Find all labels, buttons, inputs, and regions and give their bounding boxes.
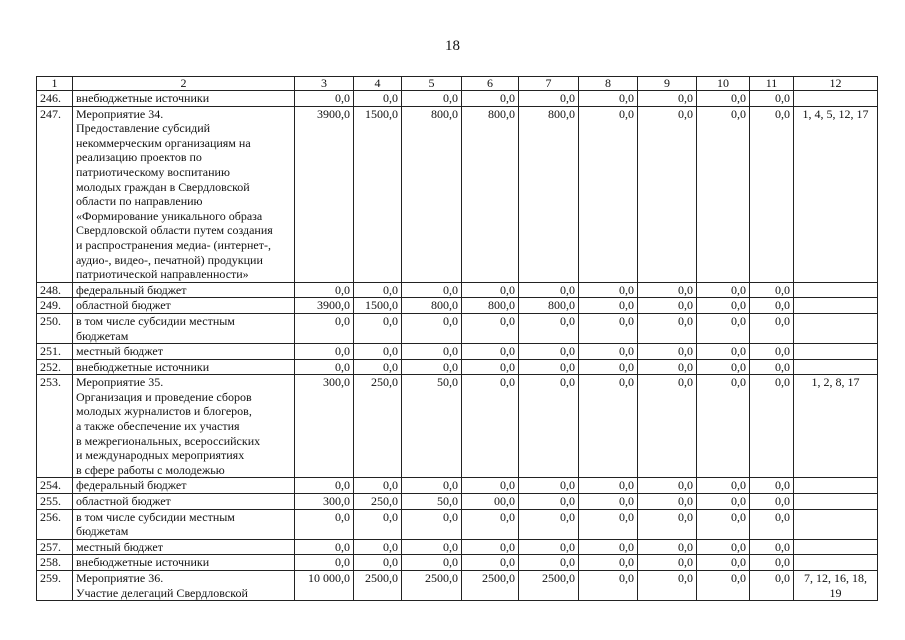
table-row	[37, 282, 878, 298]
value-cell: 0,0	[462, 509, 519, 539]
row-name-line: областной бюджет	[76, 494, 171, 509]
row-number: 246.	[37, 91, 73, 107]
value-cell: 0,0	[295, 555, 354, 571]
value-cell: 50,0	[402, 375, 462, 478]
value-cell: 0,0	[402, 539, 462, 555]
column-header: 3	[295, 77, 354, 91]
value-cell: 250,0	[354, 375, 402, 478]
table-row	[37, 539, 878, 555]
value-cell: 0,0	[579, 91, 638, 107]
value-cell: 0,0	[462, 359, 519, 375]
row-number: 247.	[37, 106, 73, 282]
value-cell: 0,0	[638, 494, 697, 510]
row-number: 259.	[37, 571, 73, 601]
value-cell: 0,0	[462, 344, 519, 360]
column-header: 4	[354, 77, 402, 91]
value-cell: 0,0	[697, 555, 750, 571]
row-name-line: молодых журналистов и блогеров,	[76, 404, 252, 419]
value-cell: 0,0	[697, 282, 750, 298]
value-cell: 0,0	[750, 359, 794, 375]
target-indicators-line: 19	[829, 585, 842, 600]
value-cell: 0,0	[519, 91, 579, 107]
value-cell: 0,0	[750, 375, 794, 478]
row-name-line: бюджетам	[76, 328, 129, 343]
value-cell: 800,0	[462, 106, 519, 282]
value-cell: 0,0	[638, 282, 697, 298]
value-cell: 0,0	[519, 555, 579, 571]
column-header: 11	[750, 77, 794, 91]
value-cell: 0,0	[697, 375, 750, 478]
row-name-line: в том числе субсидии местным	[76, 313, 235, 328]
table-row	[37, 494, 878, 510]
value-cell: 0,0	[402, 478, 462, 494]
row-number: 249.	[37, 298, 73, 314]
value-cell: 0,0	[402, 313, 462, 343]
value-cell: 0,0	[697, 106, 750, 282]
table-row	[37, 106, 878, 282]
row-number: 250.	[37, 313, 73, 343]
column-header: 5	[402, 77, 462, 91]
target-indicators-cell	[794, 359, 878, 375]
value-cell: 1500,0	[354, 106, 402, 282]
value-cell: 1500,0	[354, 298, 402, 314]
value-cell: 0,0	[295, 359, 354, 375]
row-number: 258.	[37, 555, 73, 571]
target-indicators-cell	[794, 539, 878, 555]
value-cell: 0,0	[750, 282, 794, 298]
target-indicators-cell	[794, 298, 878, 314]
value-cell: 2500,0	[354, 571, 402, 601]
row-name-line: местный бюджет	[76, 539, 163, 554]
value-cell: 0,0	[697, 571, 750, 601]
value-cell: 0,0	[295, 344, 354, 360]
value-cell: 0,0	[750, 298, 794, 314]
value-cell: 0,0	[638, 509, 697, 539]
value-cell: 0,0	[354, 555, 402, 571]
value-cell: 800,0	[519, 106, 579, 282]
value-cell: 0,0	[519, 509, 579, 539]
value-cell: 0,0	[638, 106, 697, 282]
target-indicators-cell	[794, 344, 878, 360]
table-row	[37, 509, 878, 539]
value-cell: 300,0	[295, 375, 354, 478]
value-cell: 0,0	[750, 555, 794, 571]
value-cell: 0,0	[750, 344, 794, 360]
value-cell: 800,0	[519, 298, 579, 314]
table-row	[37, 555, 878, 571]
row-name	[73, 91, 295, 107]
row-number: 254.	[37, 478, 73, 494]
value-cell: 0,0	[750, 571, 794, 601]
value-cell: 00,0	[462, 494, 519, 510]
value-cell: 0,0	[579, 571, 638, 601]
row-name	[73, 298, 295, 314]
value-cell: 0,0	[579, 313, 638, 343]
value-cell: 0,0	[697, 359, 750, 375]
value-cell: 0,0	[519, 375, 579, 478]
value-cell: 2500,0	[462, 571, 519, 601]
row-name	[73, 555, 295, 571]
value-cell: 0,0	[750, 478, 794, 494]
row-name	[73, 282, 295, 298]
column-header: 2	[73, 77, 295, 91]
table-row	[37, 359, 878, 375]
value-cell: 0,0	[402, 344, 462, 360]
row-name	[73, 344, 295, 360]
value-cell: 0,0	[579, 509, 638, 539]
page-number: 18	[445, 38, 460, 54]
value-cell: 0,0	[579, 359, 638, 375]
value-cell: 0,0	[697, 509, 750, 539]
value-cell: 0,0	[519, 313, 579, 343]
value-cell: 0,0	[462, 313, 519, 343]
value-cell: 0,0	[354, 91, 402, 107]
target-indicators-cell	[794, 555, 878, 571]
row-number: 251.	[37, 344, 73, 360]
table-row	[37, 375, 878, 478]
value-cell: 0,0	[638, 359, 697, 375]
table-row	[37, 91, 878, 107]
value-cell: 0,0	[402, 359, 462, 375]
value-cell: 0,0	[295, 539, 354, 555]
value-cell: 0,0	[519, 494, 579, 510]
value-cell: 0,0	[402, 91, 462, 107]
value-cell: 0,0	[354, 359, 402, 375]
value-cell: 0,0	[354, 282, 402, 298]
value-cell: 0,0	[638, 478, 697, 494]
row-name-line: реализацию проектов по	[76, 150, 202, 165]
value-cell: 0,0	[579, 106, 638, 282]
column-header: 8	[579, 77, 638, 91]
value-cell: 0,0	[750, 494, 794, 510]
value-cell: 0,0	[579, 478, 638, 494]
value-cell: 0,0	[462, 375, 519, 478]
row-name-line: федеральный бюджет	[76, 282, 187, 297]
value-cell: 800,0	[462, 298, 519, 314]
value-cell: 0,0	[750, 313, 794, 343]
row-name-line: областной бюджет	[76, 298, 171, 313]
value-cell: 0,0	[697, 298, 750, 314]
column-header: 12	[794, 77, 878, 91]
target-indicators-line: 7, 12, 16, 18,	[804, 571, 867, 585]
value-cell: 0,0	[579, 539, 638, 555]
value-cell: 800,0	[402, 106, 462, 282]
row-name	[73, 359, 295, 375]
value-cell: 0,0	[750, 91, 794, 107]
row-name-line: в том числе субсидии местным	[76, 509, 235, 524]
value-cell: 0,0	[697, 313, 750, 343]
target-indicators-cell	[794, 509, 878, 539]
row-name-line: в межрегиональных, всероссийских	[76, 433, 261, 448]
value-cell: 0,0	[579, 298, 638, 314]
value-cell: 0,0	[462, 91, 519, 107]
value-cell: 0,0	[579, 494, 638, 510]
value-cell: 250,0	[354, 494, 402, 510]
value-cell: 0,0	[638, 91, 697, 107]
value-cell: 0,0	[697, 91, 750, 107]
value-cell: 0,0	[402, 509, 462, 539]
row-name-line: внебюджетные источники	[76, 91, 210, 105]
row-name	[73, 313, 295, 343]
value-cell: 0,0	[638, 555, 697, 571]
value-cell: 0,0	[402, 555, 462, 571]
row-name-line: бюджетам	[76, 524, 129, 539]
value-cell: 0,0	[295, 313, 354, 343]
value-cell: 0,0	[750, 106, 794, 282]
column-header: 7	[519, 77, 579, 91]
value-cell: 0,0	[519, 539, 579, 555]
table-row	[37, 313, 878, 343]
row-name	[73, 494, 295, 510]
value-cell: 0,0	[638, 344, 697, 360]
row-name-line: и международных мероприятиях	[76, 448, 245, 463]
row-number: 252.	[37, 359, 73, 375]
row-name-line: в сфере работы с молодежью	[76, 462, 225, 477]
value-cell: 10 000,0	[295, 571, 354, 601]
row-number: 257.	[37, 539, 73, 555]
table-row	[37, 344, 878, 360]
row-name-line: внебюджетные источники	[76, 359, 210, 374]
row-name	[73, 539, 295, 555]
value-cell: 0,0	[354, 509, 402, 539]
row-name-line: федеральный бюджет	[76, 478, 187, 493]
column-header: 9	[638, 77, 697, 91]
row-number: 255.	[37, 494, 73, 510]
value-cell: 0,0	[519, 344, 579, 360]
header-row	[37, 77, 878, 91]
target-indicators-cell	[794, 571, 878, 601]
value-cell: 800,0	[402, 298, 462, 314]
value-cell: 0,0	[354, 313, 402, 343]
row-name-line: «Формирование уникального образа	[76, 208, 263, 223]
value-cell: 0,0	[638, 571, 697, 601]
value-cell: 0,0	[697, 478, 750, 494]
value-cell: 0,0	[750, 509, 794, 539]
row-name-line: Мероприятие 36.	[76, 571, 164, 585]
target-indicators-line: 1, 2, 8, 17	[811, 375, 860, 390]
row-name-line: патриотической направленности»	[76, 267, 249, 282]
value-cell: 0,0	[462, 555, 519, 571]
row-number: 256.	[37, 509, 73, 539]
column-header: 6	[462, 77, 519, 91]
row-name-line: молодых граждан в Свердловской	[76, 179, 250, 194]
value-cell: 0,0	[579, 555, 638, 571]
row-name-line: патриотическому воспитанию	[76, 164, 230, 179]
row-name-line: местный бюджет	[76, 344, 163, 359]
value-cell: 0,0	[295, 478, 354, 494]
value-cell: 0,0	[295, 282, 354, 298]
value-cell: 0,0	[462, 539, 519, 555]
value-cell: 0,0	[638, 539, 697, 555]
row-name	[73, 571, 295, 601]
value-cell: 0,0	[519, 282, 579, 298]
target-indicators-cell	[794, 91, 878, 107]
value-cell: 2500,0	[402, 571, 462, 601]
row-name-line: области по направлению	[76, 194, 203, 209]
row-name	[73, 478, 295, 494]
value-cell: 0,0	[519, 478, 579, 494]
row-name	[73, 509, 295, 539]
column-header: 10	[697, 77, 750, 91]
row-name-line: Предоставление субсидий	[76, 121, 211, 136]
value-cell: 0,0	[519, 359, 579, 375]
row-name-line: Мероприятие 35.	[76, 375, 164, 390]
row-name	[73, 106, 295, 282]
value-cell: 0,0	[697, 539, 750, 555]
row-name-line: Мероприятие 34.	[76, 106, 164, 121]
table-body	[37, 77, 878, 601]
value-cell: 0,0	[697, 344, 750, 360]
target-indicators-cell	[794, 478, 878, 494]
value-cell: 0,0	[354, 344, 402, 360]
value-cell: 0,0	[697, 494, 750, 510]
row-name-line: некоммерческим организациям на	[76, 135, 251, 150]
value-cell: 0,0	[638, 313, 697, 343]
value-cell: 0,0	[354, 539, 402, 555]
budget-table	[36, 76, 878, 601]
target-indicators-cell	[794, 313, 878, 343]
value-cell: 0,0	[579, 282, 638, 298]
value-cell: 0,0	[295, 509, 354, 539]
value-cell: 50,0	[402, 494, 462, 510]
target-indicators-cell	[794, 106, 878, 282]
row-name-line: Участие делегаций Свердловской	[76, 585, 248, 600]
target-indicators-cell	[794, 494, 878, 510]
value-cell: 300,0	[295, 494, 354, 510]
value-cell: 0,0	[462, 478, 519, 494]
table-row	[37, 571, 878, 601]
value-cell: 3900,0	[295, 298, 354, 314]
value-cell: 0,0	[579, 344, 638, 360]
row-name-line: и распространения медиа- (интернет-,	[76, 237, 271, 252]
row-name-line: аудио-, видео-, печатной) продукции	[76, 252, 263, 267]
table-row	[37, 478, 878, 494]
target-indicators-line: 1, 4, 5, 12, 17	[802, 106, 869, 121]
value-cell: 0,0	[638, 375, 697, 478]
value-cell: 0,0	[750, 539, 794, 555]
value-cell: 0,0	[402, 282, 462, 298]
value-cell: 0,0	[462, 282, 519, 298]
target-indicators-cell	[794, 375, 878, 478]
target-indicators-cell	[794, 282, 878, 298]
value-cell: 0,0	[295, 91, 354, 107]
row-name-line: Организация и проведение сборов	[76, 389, 252, 404]
value-cell: 2500,0	[519, 571, 579, 601]
row-number: 253.	[37, 375, 73, 478]
row-name-line: а также обеспечение их участия	[76, 419, 240, 434]
row-number: 248.	[37, 282, 73, 298]
value-cell: 3900,0	[295, 106, 354, 282]
table-row	[37, 298, 878, 314]
row-name-line: внебюджетные источники	[76, 555, 210, 570]
column-header: 1	[37, 77, 73, 91]
row-name	[73, 375, 295, 478]
value-cell: 0,0	[354, 478, 402, 494]
value-cell: 0,0	[638, 298, 697, 314]
row-name-line: Свердловской области путем создания	[76, 223, 273, 238]
value-cell: 0,0	[579, 375, 638, 478]
